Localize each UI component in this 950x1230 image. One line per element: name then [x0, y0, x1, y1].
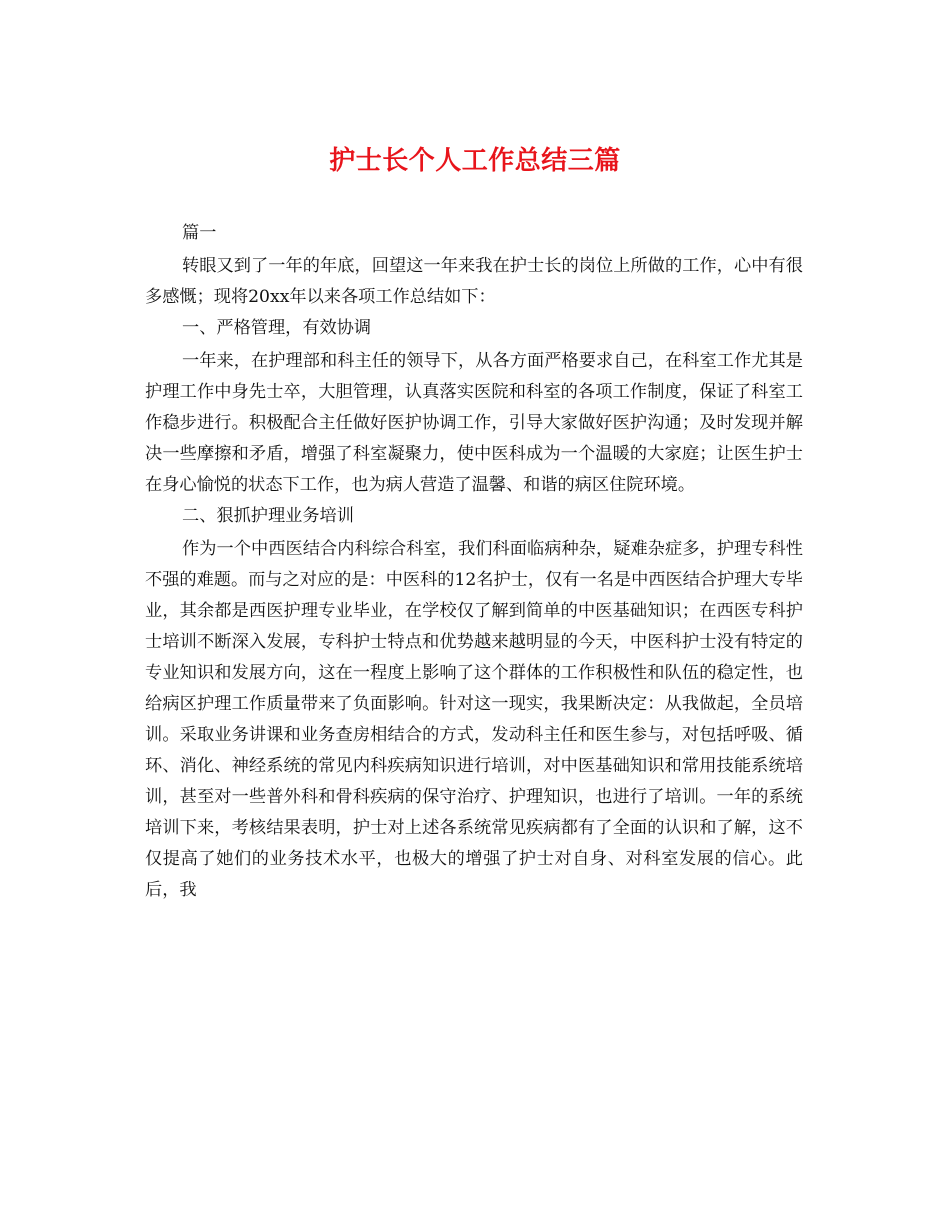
section-heading-management: 一、严格管理，有效协调	[182, 318, 372, 338]
document-title: 护士长个人工作总结三篇	[329, 146, 621, 176]
section-heading-part-one: 篇一	[182, 223, 217, 243]
document-body	[145, 218, 803, 906]
paragraph-management: 一年来，在护理部和科主任的领导下，从各方面严格要求自己，在科室工作尤其是护理工作中身先士卒，大胆管理，认真落实医院和科室的各项工作制度，保证了科室工作稳步进行。积极配合主任做好医护协调工作，引导大家做好医护沟通；及时发现并解决一些摩擦和矛盾，增强了科室凝聚力，使中医科成为一个温暖的大家庭；让医生护士在身心愉悦的状态下工作，也为病人营造了温馨、和谐的病区住院环境。	[145, 351, 803, 495]
section-heading-training: 二、狠抓护理业务培训	[182, 506, 354, 526]
paragraph-intro: 转眼又到了一年的年底，回望这一年来我在护士长的岗位上所做的工作，心中有很多感慨；现将20xx年以来各项工作总结如下：	[145, 256, 803, 307]
paragraph-training: 作为一个中西医结合内科综合科室，我们科面临病种杂，疑难杂症多，护理专科性不强的难题。而与之对应的是：中医科的12名护士，仅有一名是中西医结合护理大专毕业，其余都是西医护理专业毕业，在学校仅了解到简单的中医基础知识；在西医专科护士培训不断深入发展，专科护士特点和优势越来越明显的今天，中医科护士没有特定的专业知识和发展方向，这在一程度上影响了这个群体的工作积极性和队伍的稳定性，也给病区护理工作质量带来了负面影响。针对这一现实，我果断决定：从我做起，全员培训。采取业务讲课和业务查房相结合的方式，发动科主任和医生参与，对包括呼吸、循环、消化、神经系统的常见内科疾病知识进行培训，对中医基础知识和常用技能系统培训，甚至对一些普外科和骨科疾病的保守治疗、护理知识，也进行了培训。一年的系统培训下来，考核结果表明，护士对上述各系统常见疾病都有了全面的认识和了解，这不仅提高了她们的业务技术水平，也极大的增强了护士对自身、对科室发展的信心。此后，我	[145, 539, 803, 900]
